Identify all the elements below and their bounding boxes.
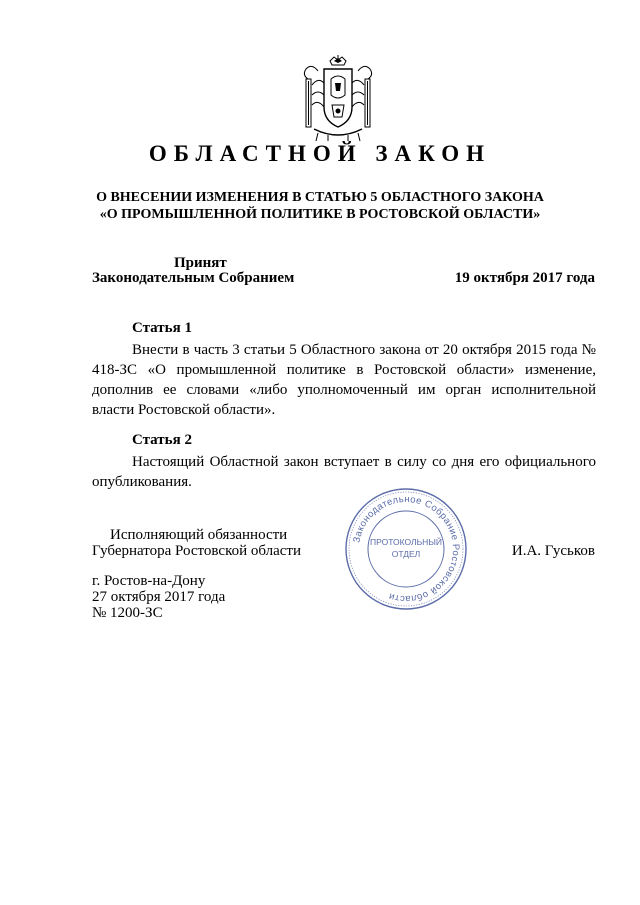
adopted-by: Законодательным Собранием — [92, 270, 295, 286]
signing-place: г. Ростов-на-Дону — [92, 573, 206, 589]
adopted-label: Принят — [174, 255, 227, 271]
signatory-name: И.А. Гуськов — [511, 543, 595, 559]
law-subtitle-line-2: «О ПРОМЫШЛЕННОЙ ПОЛИТИКЕ В РОСТОВСКОЙ ОБЛАСТИ» — [99, 207, 541, 222]
law-number: № 1200-ЗС — [92, 605, 163, 621]
article-1-text: Внести в часть 3 статьи 5 Областного закона от 20 октября 2015 года № 418-ЗС «О промышленной политике в Ростовской области» изменение, дополнив ее словами «либо уполномоченный им орган исполнительной власти Ростовской области». — [92, 342, 596, 418]
law-subtitle-line-1: О ВНЕСЕНИИ ИЗМЕНЕНИЯ В СТАТЬЮ 5 ОБЛАСТНОГО ЗАКОНА — [96, 190, 544, 205]
coat-of-arms-emblem — [298, 55, 378, 143]
signing-date: 27 октября 2017 года — [92, 589, 226, 605]
law-title: ОБЛАСТНОЙ ЗАКОН — [148, 141, 492, 166]
article-2-text: Настоящий Областной закон вступает в силу со дня его официального опубликования. — [92, 454, 596, 490]
adopted-date: 19 октября 2017 года — [454, 270, 595, 286]
official-stamp — [341, 484, 471, 614]
stamp-center-line-2: ОТДЕЛ — [391, 549, 421, 559]
stamp-ring-text: Законодательное Собрание Ростовской области — [351, 493, 462, 605]
article-2-heading: Статья 2 — [132, 432, 192, 448]
signatory-title-line-2: Губернатора Ростовской области — [92, 543, 302, 559]
article-1-heading: Статья 1 — [132, 320, 192, 336]
signatory-title-line-1: Исполняющий обязанности — [110, 527, 288, 543]
stamp-center-line-1: ПРОТОКОЛЬНЫЙ — [370, 537, 442, 547]
